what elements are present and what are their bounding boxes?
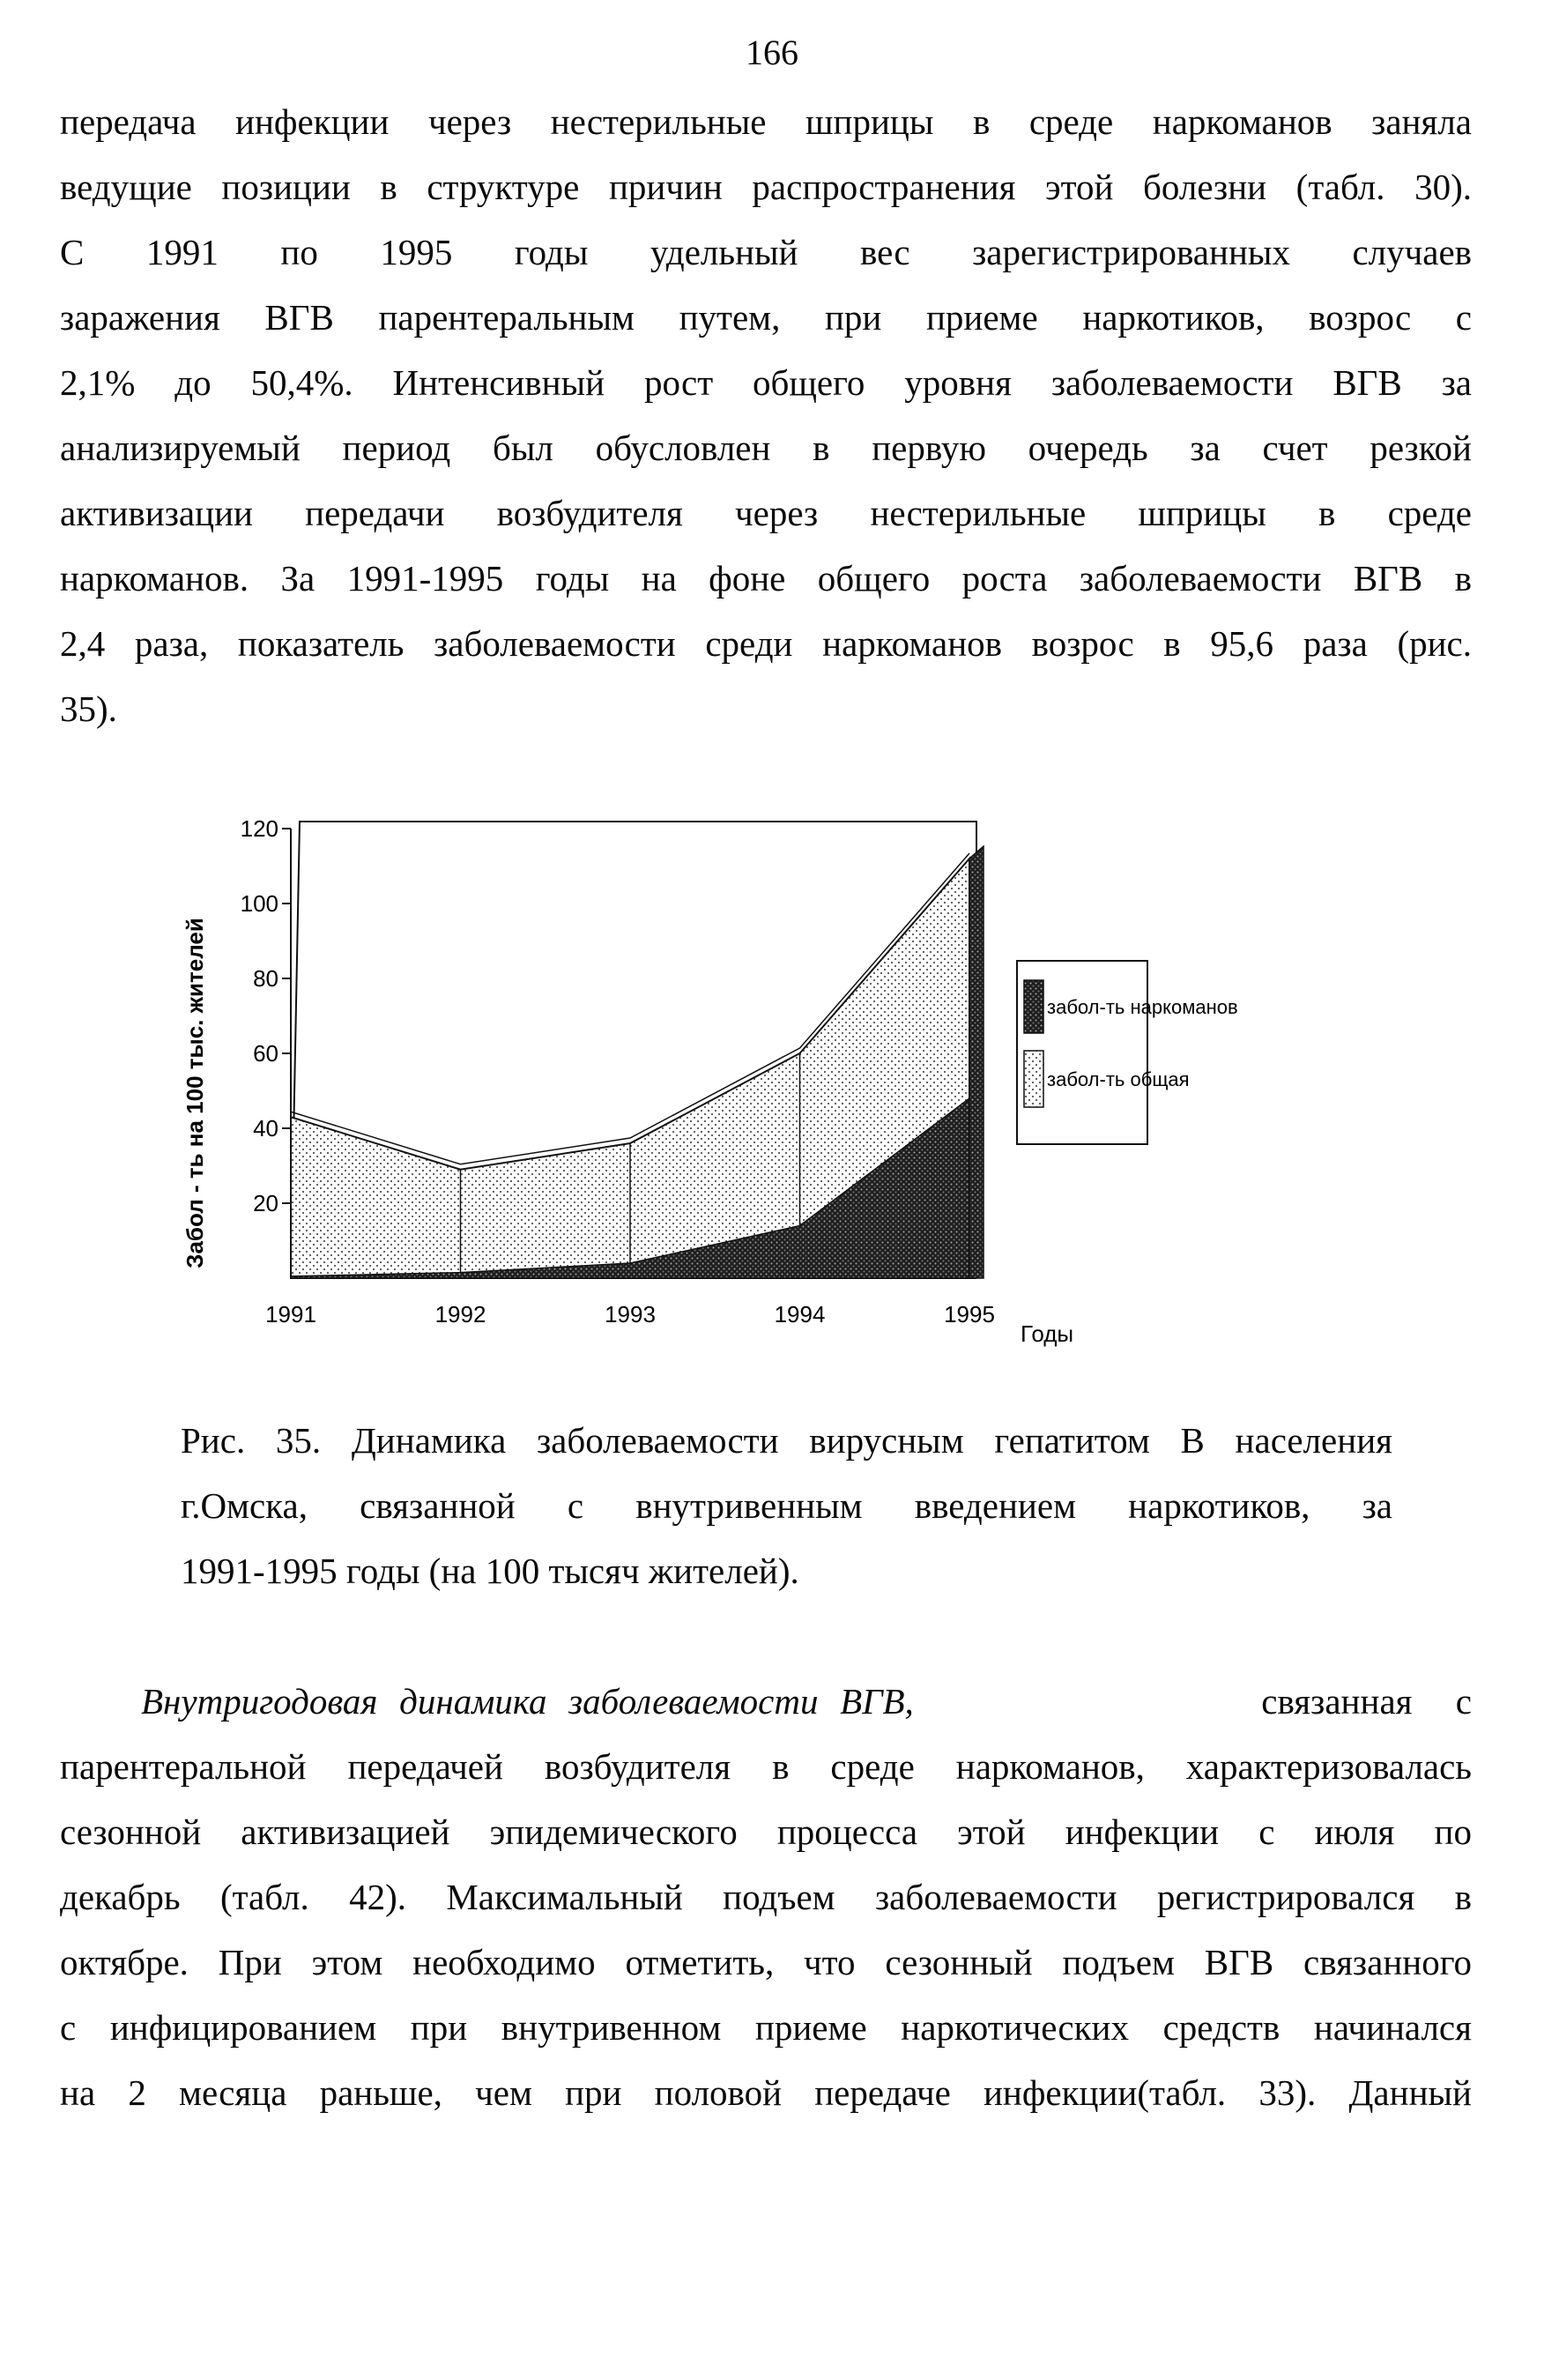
paragraph-1 <box>60 101 1472 756</box>
italic-lead: Внутригодовая динамика заболеваемости ВГВ, <box>141 1681 914 1722</box>
text-line: заражения ВГВ парентеральным путем, при приеме наркотиков, возрос с <box>60 297 1472 338</box>
x-axis-title: Годы <box>1021 1320 1074 1347</box>
page-number: 166 <box>746 33 798 72</box>
text-line: 2,1% до 50,4%. Интенсивный рост общего уровня заболеваемости ВГВ за <box>60 362 1472 403</box>
x-tick-label: 1991 <box>265 1301 316 1328</box>
text-line: с инфицированием при внутривенном приеме наркотических средств начинался <box>60 2007 1472 2048</box>
text-line: 2,4 раза, показатель заболеваемости среди наркоманов возрос в 95,6 раза (рис. <box>60 623 1472 664</box>
text-line: наркоманов. За 1991-1995 годы на фоне общего роста заболеваемости ВГВ в <box>60 558 1472 599</box>
legend-swatch-addicts <box>1024 980 1043 1033</box>
figure-caption <box>181 1419 1392 1615</box>
text-line: парентеральной передачей возбудителя в среде наркоманов, характеризовалась <box>60 1746 1472 1787</box>
y-tick-label: 120 <box>240 815 278 842</box>
text-line: декабрь (табл. 42). Максимальный подъем заболеваемости регистрировался в <box>60 1877 1472 1917</box>
legend <box>1017 961 1238 1144</box>
caption-line: Рис. 35. Динамика заболеваемости вирусным гепатитом В населения <box>181 1420 1392 1461</box>
text-line: 35). <box>60 688 117 729</box>
incidence-chart <box>167 802 1238 1366</box>
legend-swatch-total <box>1024 1051 1043 1107</box>
text-line: С 1991 по 1995 годы удельный вес зарегистрированных случаев <box>60 232 1472 272</box>
lead-rest: связанная с <box>913 1681 1473 1722</box>
legend-label-total: забол-ть общая <box>1047 1068 1190 1090</box>
text-line: на 2 месяца раньше, чем при половой передаче инфекции(табл. 33). Данный <box>60 2072 1472 2113</box>
y-tick-label: 100 <box>240 890 278 917</box>
chart-svg <box>167 802 1238 1366</box>
x-tick-label: 1992 <box>434 1301 486 1328</box>
series-side-face <box>969 846 984 1278</box>
caption-line: 1991-1995 годы (на 100 тысяч жителей). <box>181 1551 799 1591</box>
text-line-lead <box>60 1681 1473 1749</box>
y-axis-title: Забол - ть на 100 тыс. жителей <box>182 918 208 1268</box>
text-line: ведущие позиции в структуре причин распространения этой болезни (табл. 30). <box>60 167 1472 207</box>
text-line: октябре. При этом необходимо отметить, что сезонный подъем ВГВ связанного <box>60 1942 1472 1982</box>
paragraph-2 <box>60 1681 1473 2140</box>
legend-label-addicts: забол-ть наркоманов <box>1047 996 1238 1018</box>
text-line: активизации передачи возбудителя через нестерильные шприцы в среде <box>60 493 1472 533</box>
x-tick-label: 1994 <box>774 1301 826 1328</box>
x-tick-label: 1995 <box>944 1301 995 1328</box>
text-line: передача инфекции через нестерильные шприцы в среде наркоманов заняла <box>60 101 1472 142</box>
text-line: анализируемый период был обусловлен в первую очередь за счет резкой <box>60 428 1472 468</box>
caption-line: г.Омска, связанной с внутривенным введением наркотиков, за <box>181 1485 1392 1526</box>
y-tick-label: 80 <box>253 965 278 992</box>
x-tick-label: 1993 <box>605 1301 656 1328</box>
y-tick-label: 40 <box>253 1115 278 1142</box>
text-line: сезонной активизацией эпидемического процесса этой инфекции с июля по <box>60 1811 1472 1852</box>
y-tick-label: 60 <box>253 1040 278 1067</box>
y-tick-label: 20 <box>253 1190 278 1216</box>
